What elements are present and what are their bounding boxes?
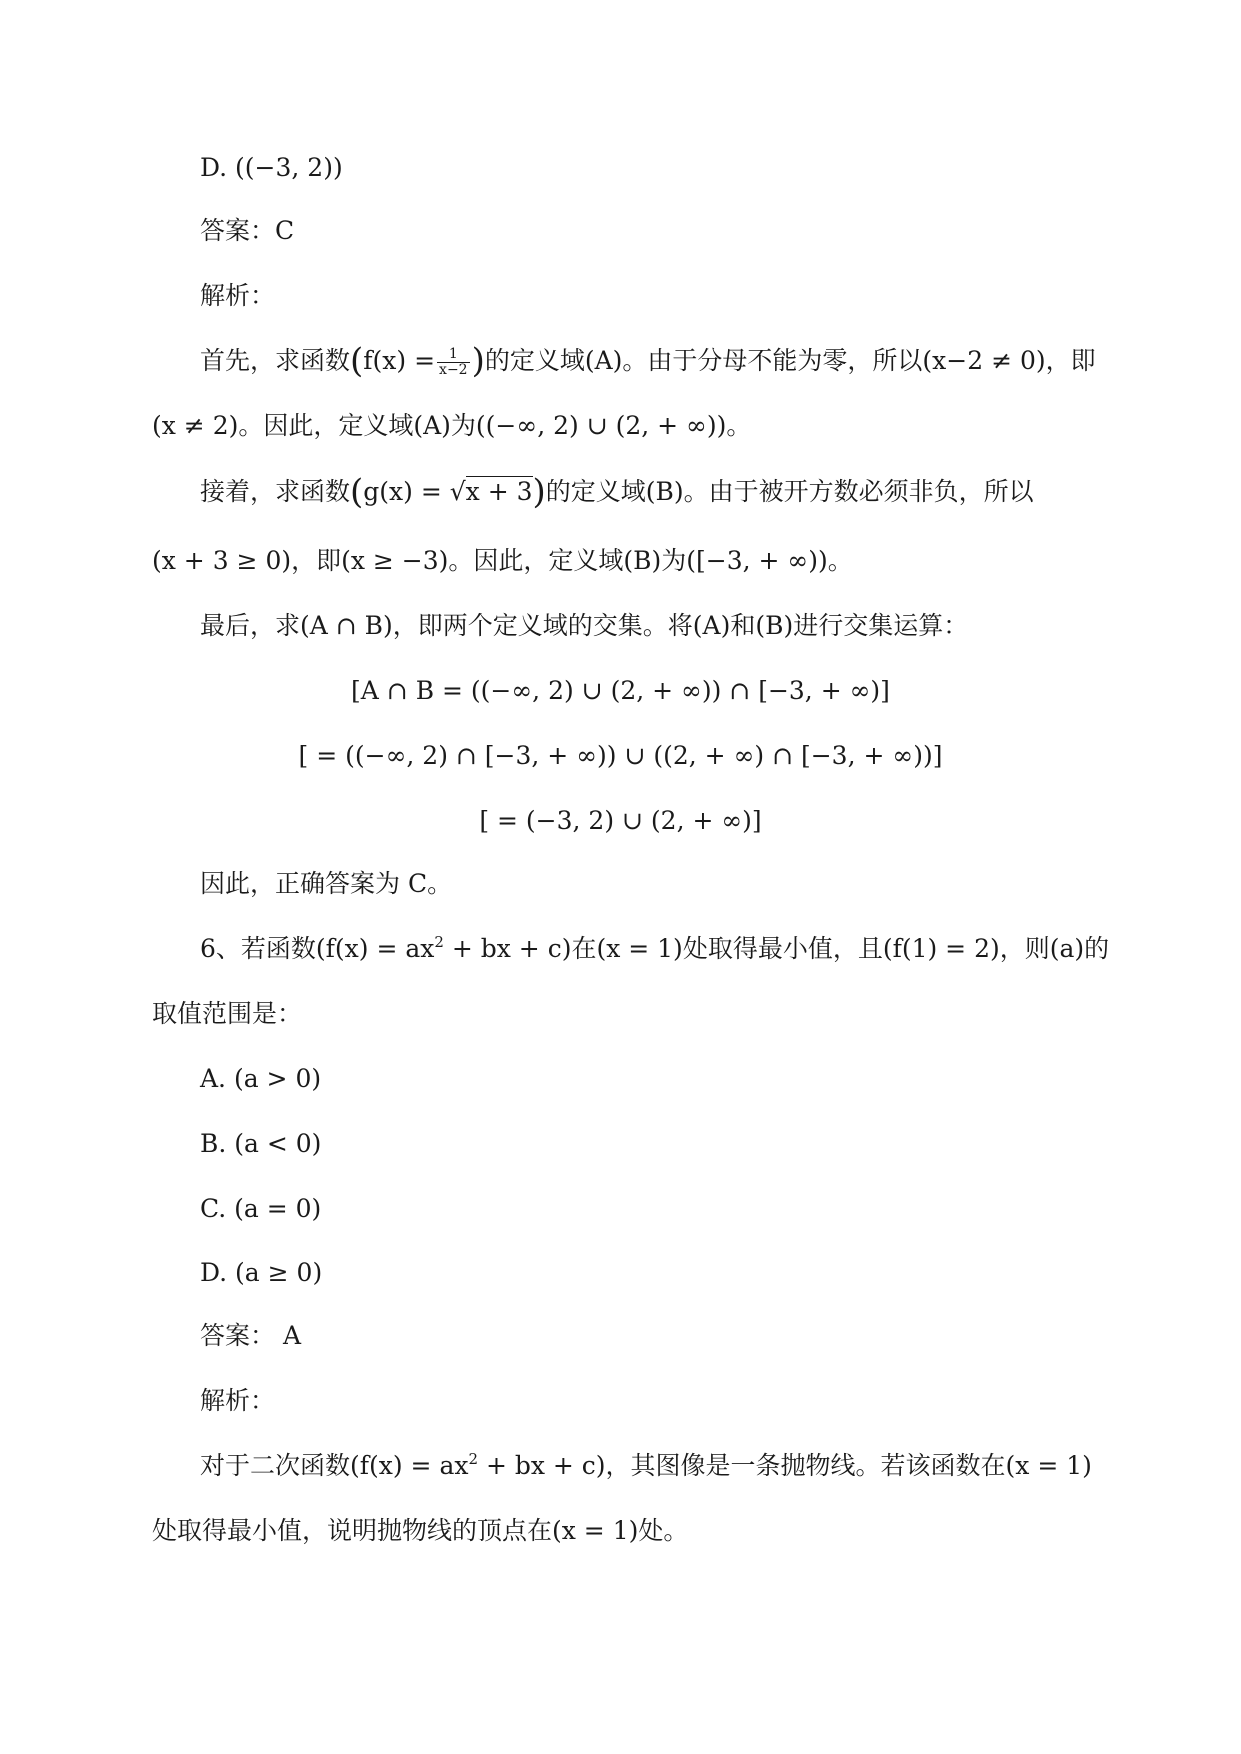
radicand: x + 3 [465,477,533,506]
q6-analysis-label: 解析： [200,1386,276,1415]
q6-stem-cont: 取值范围是： [152,999,303,1028]
q5-paragraph-2-cont: (x + 3 ≥ 0)，即(x ≥ −3)。因此，定义域(B)为([−3, + ∞))。 [152,546,853,575]
q5-p2-text-pre: 接着，求函数 [200,477,351,506]
q6-option-d: D. (a ≥ 0) [200,1258,323,1287]
q5-paragraph-3: 最后，求(A ∩ B)，即两个定义域的交集。将(A)和(B)进行交集运算： [200,611,969,640]
q6-p1-post: + bx + c)，其图像是一条抛物线。若该函数在(x = 1) [478,1451,1092,1480]
fraction [437,347,470,378]
q6-option-b: B. (a < 0) [200,1129,322,1158]
q5-paragraph-2: 接着，求函数(g(x) = √x + 3)的定义域(B)。由于被开方数必须非负，所以 [200,472,1034,512]
q6-stem [200,933,1241,965]
q6-stem-post: + bx + c)在(x = 1)处取得最小值，且(f(1) = 2)，则(a)的 [443,934,1110,963]
equation-3: [ = (−3, 2) ∪ (2, + ∞)] [479,806,762,835]
fraction-numerator: 1 [437,347,470,363]
q5-conclusion: 因此，正确答案为 C。 [200,869,453,898]
q6-option-a: A. (a > 0) [200,1064,322,1093]
q6-paragraph-1-cont: 处取得最小值，说明抛物线的顶点在(x = 1)处。 [152,1516,689,1545]
q5-p2-text-post: 的定义域(B)。由于被开方数必须非负，所以 [545,477,1034,506]
superscript: 2 [434,933,444,951]
equation-1: [A ∩ B = ((−∞, 2) ∪ (2, + ∞)) ∩ [−3, + ∞)] [351,676,890,705]
q5-paragraph-1: 首先，求函数(f(x) = $\frac{1}{x-2}$ )的定义域(A)。由于分母不能为零，所以(x−2 ≠ 0)，即 [200,341,1096,381]
q5-p1-function: f(x) = [363,346,436,375]
superscript: 2 [468,1450,479,1468]
q5-paragraph-1-cont: (x ≠ 2)。因此，定义域(A)为((−∞, 2) ∪ (2, + ∞))。 [152,411,752,440]
q6-p1-pre: 对于二次函数(f(x) = ax [200,1451,469,1480]
q5-p1-text-post: 的定义域(A)。由于分母不能为零，所以(x−2 ≠ 0)，即 [484,346,1096,375]
q5-answer: 答案：C [200,216,295,245]
q5-analysis-label: 解析： [200,281,276,310]
q6-stem-pre: 6、若函数(f(x) = ax [200,934,435,963]
q5-p1-text-pre: 首先，求函数 [200,346,351,375]
q6-paragraph-1 [200,1450,1241,1482]
equation-2: [ = ((−∞, 2) ∩ [−3, + ∞)) ∪ ((2, + ∞) ∩ [−3, + ∞))] [298,741,943,770]
q5-p2-function: g(x) = √ [363,477,466,506]
q6-answer: 答案： A [200,1321,302,1350]
q6-option-c: C. (a = 0) [200,1194,322,1223]
fraction-denominator: x−2 [439,362,468,378]
q5-option-d: D. ((−3, 2)) [200,153,343,182]
